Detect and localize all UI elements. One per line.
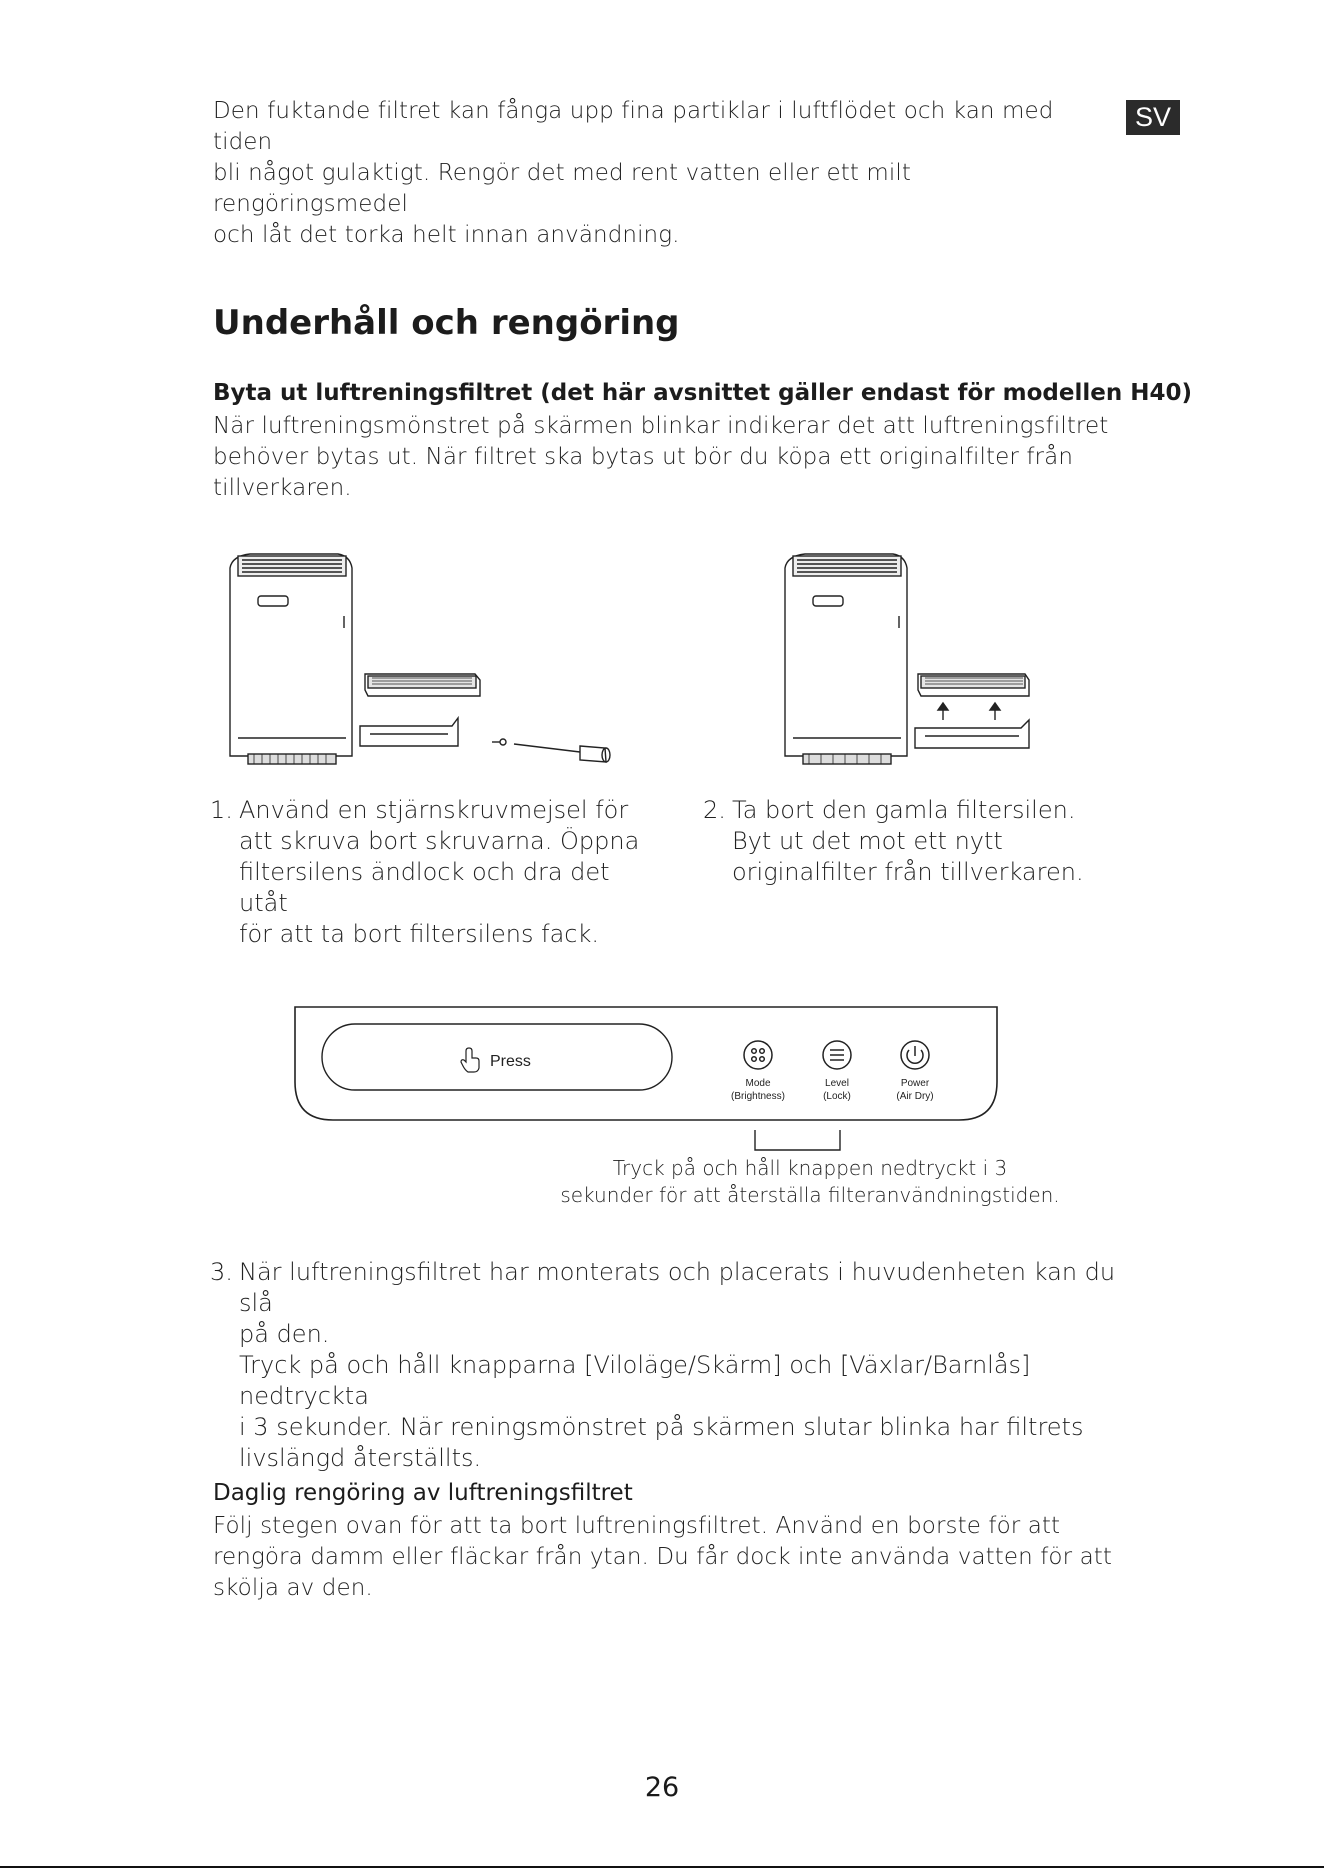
mode-sublabel: (Brightness) (731, 1091, 785, 1102)
button-bracket (755, 1130, 840, 1150)
section-body-daily-cleaning: Följ stegen ovan för att ta bort luftreningsfiltret. Använd en borste för att rengöra damm eller fläckar från ytan. Du får dock inte använda vatten för att skölja av den. (213, 1513, 1112, 1601)
press-label: Press (490, 1053, 531, 1070)
section-body-filter-replace: När luftreningsmönstret på skärmen blinkar indikerar det att luftreningsfiltret behöver bytas ut. När filtret ska bytas ut bör du köpa ett originalfilter från tillverkaren. (213, 413, 1109, 501)
step-2 (703, 795, 1123, 895)
mode-label: Mode (745, 1078, 771, 1089)
section-title-filter-replace: Byta ut luftreningsfiltret (det här avsnittet gäller endast för modellen H40) (213, 380, 1193, 406)
section-title-daily-cleaning: Daglig rengöring av luftreningsfiltret (213, 1480, 633, 1506)
step-1 (210, 795, 660, 948)
step-text: Använd en stjärnskruvmejsel för att skruva bort skruvarna. Öppna filtersilens ändlock och dra det utåt för att ta bort filtersilens fack. (239, 796, 640, 948)
step-number: 3. (210, 1258, 233, 1286)
illustration-remove-screws (220, 548, 630, 773)
illustration-replace-filter (775, 548, 1075, 773)
mode-icon (744, 1041, 772, 1069)
step-number: 1. (210, 796, 233, 824)
power-icon (901, 1041, 929, 1069)
page-number: 26 (644, 1772, 680, 1803)
level-sublabel: (Lock) (823, 1091, 851, 1102)
step-text: När luftreningsfiltret har monterats och placerats i huvudenheten kan du slå på den. Tryck på och håll knapparna [Viloläge/Skärm] och [Växlar/Barnlås] nedtryckta i 3 sekunder. När reningsmönstret på skärmen slutar blinka har filtrets livslängd återställts. (239, 1258, 1116, 1472)
bottom-rule (0, 1866, 1324, 1868)
page-heading: Underhåll och rengöring (213, 303, 680, 343)
panel-caption: Tryck på och håll knappen nedtryckt i 3 sekunder för att återställa filteranvändningstiden. (560, 1156, 1060, 1207)
power-label: Power (900, 1078, 930, 1089)
step-3 (210, 1257, 1130, 1472)
touch-hand-icon (461, 1048, 479, 1072)
step-text: Ta bort den gamla filtersilen. Byt ut det mot ett nytt originalfilter från tillverkaren. (732, 796, 1084, 886)
intro-paragraph: Den fuktande filtret kan fånga upp fina partiklar i luftflödet och kan med tiden bli något gulaktigt. Rengör det med rent vatten eller ett milt rengöringsmedel och låt det torka helt innan användning. (213, 98, 1054, 248)
level-label: Level (825, 1078, 849, 1089)
language-badge: SV (1126, 100, 1180, 135)
level-icon (823, 1041, 851, 1069)
power-sublabel: (Air Dry) (896, 1091, 934, 1102)
step-number: 2. (703, 796, 726, 824)
